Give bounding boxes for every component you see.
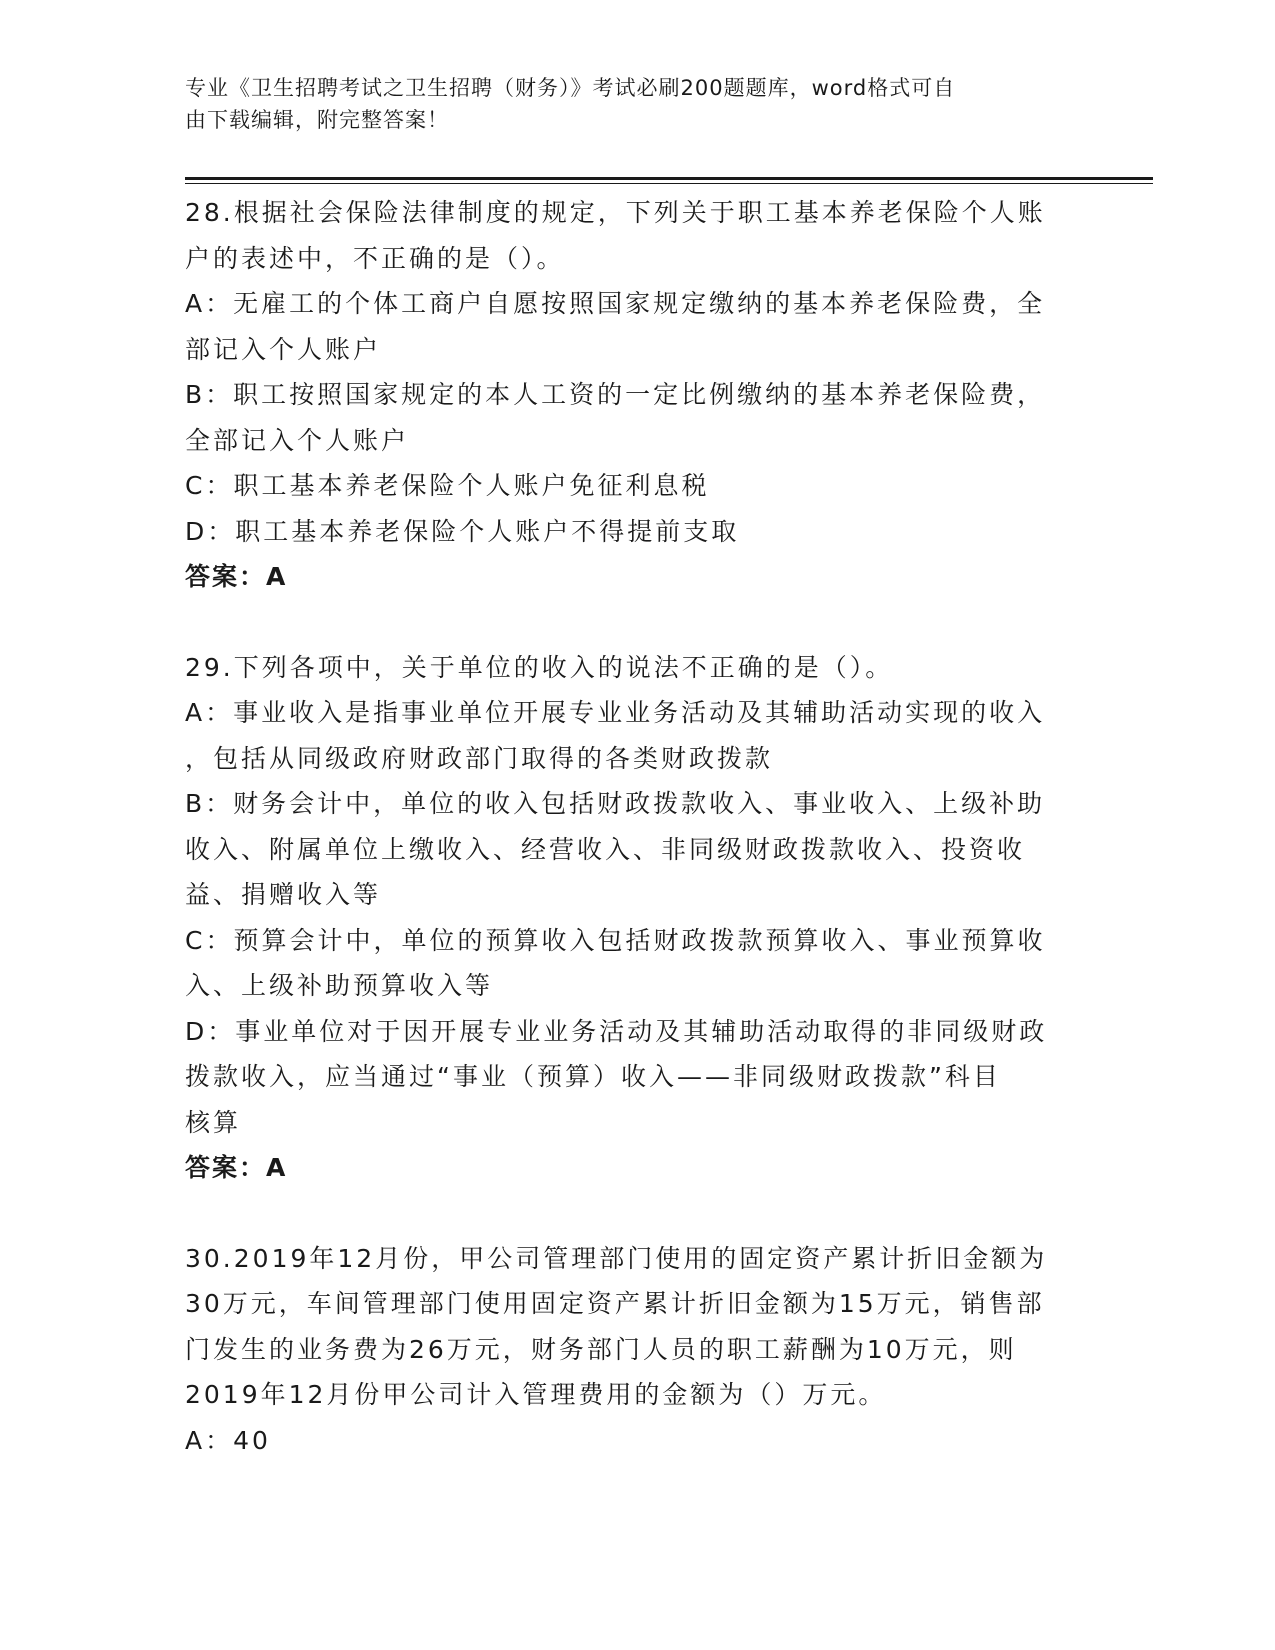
question-stem bbox=[185, 190, 1085, 281]
stem-line: 户的表述中，不正确的是（）。 bbox=[185, 243, 565, 273]
document-header bbox=[185, 72, 1065, 136]
option-line: ，包括从同级政府财政部门取得的各类财政拨款 bbox=[185, 743, 774, 773]
option-d bbox=[185, 509, 1085, 555]
option-c bbox=[185, 918, 1085, 1009]
option-line: C：职工基本养老保险个人账户免征利息税 bbox=[185, 471, 710, 500]
header-line: 专业《卫生招聘考试之卫生招聘（财务）》考试必刷200题题库，word格式可自 bbox=[185, 76, 956, 100]
header-line: 由下载编辑，附完整答案！ bbox=[185, 108, 449, 132]
answer-line: 答案：A bbox=[185, 1153, 288, 1182]
stem-line: 30.2019年12月份，甲公司管理部门使用的固定资产累计折旧金额为 bbox=[185, 1243, 1048, 1273]
header-divider-thin bbox=[185, 183, 1153, 184]
question-28 bbox=[185, 190, 1085, 600]
option-line: 拨款收入，应当通过“事业（预算）收入——非同级财政拨款”科目 bbox=[185, 1062, 1001, 1091]
option-b bbox=[185, 372, 1085, 463]
option-line: A：40 bbox=[185, 1425, 271, 1455]
option-line: 益、捐赠收入等 bbox=[185, 880, 382, 909]
stem-line: 29.下列各项中，关于单位的收入的说法不正确的是（）。 bbox=[185, 652, 894, 682]
stem-line: 门发生的业务费为26万元，财务部门人员的职工薪酬为10万元，则 bbox=[185, 1334, 1017, 1364]
option-line: B：职工按照国家规定的本人工资的一定比例缴纳的基本养老保险费， bbox=[185, 380, 1046, 409]
option-line: D：职工基本养老保险个人账户不得提前支取 bbox=[185, 516, 740, 546]
option-line: D：事业单位对于因开展专业业务活动及其辅助活动取得的非同级财政 bbox=[185, 1016, 1048, 1046]
header-divider-thick bbox=[185, 177, 1153, 180]
option-line: 收入、附属单位上缴收入、经营收入、非同级财政拨款收入、投资收 bbox=[185, 834, 1026, 864]
answer-line: 答案：A bbox=[185, 562, 288, 591]
option-a bbox=[185, 690, 1085, 781]
option-line: B：财务会计中，单位的收入包括财政拨款收入、事业收入、上级补助 bbox=[185, 789, 1046, 818]
option-line: C：预算会计中，单位的预算收入包括财政拨款预算收入、事业预算收 bbox=[185, 925, 1046, 955]
question-stem bbox=[185, 1236, 1085, 1418]
option-a bbox=[185, 281, 1085, 372]
option-a bbox=[185, 1418, 1085, 1464]
option-line: A：无雇工的个体工商户自愿按照国家规定缴纳的基本养老保险费，全 bbox=[185, 289, 1046, 318]
option-line: 核算 bbox=[185, 1107, 242, 1137]
option-b bbox=[185, 781, 1085, 918]
question-29 bbox=[185, 645, 1085, 1191]
option-line: 部记入个人账户 bbox=[185, 334, 382, 364]
option-d bbox=[185, 1009, 1085, 1146]
stem-line: 2019年12月份甲公司计入管理费用的金额为（）万元。 bbox=[185, 1380, 887, 1409]
question-list bbox=[185, 190, 1085, 1463]
question-30 bbox=[185, 1236, 1085, 1464]
stem-line: 30万元，车间管理部门使用固定资产累计折旧金额为15万元，销售部 bbox=[185, 1289, 1045, 1318]
option-line: A：事业收入是指事业单位开展专业业务活动及其辅助活动实现的收入 bbox=[185, 698, 1046, 727]
stem-line: 28.根据社会保险法律制度的规定，下列关于职工基本养老保险个人账 bbox=[185, 198, 1046, 227]
question-stem bbox=[185, 645, 1085, 691]
option-line: 全部记入个人账户 bbox=[185, 425, 410, 455]
option-line: 入、上级补助预算收入等 bbox=[185, 971, 494, 1000]
option-c bbox=[185, 463, 1085, 509]
